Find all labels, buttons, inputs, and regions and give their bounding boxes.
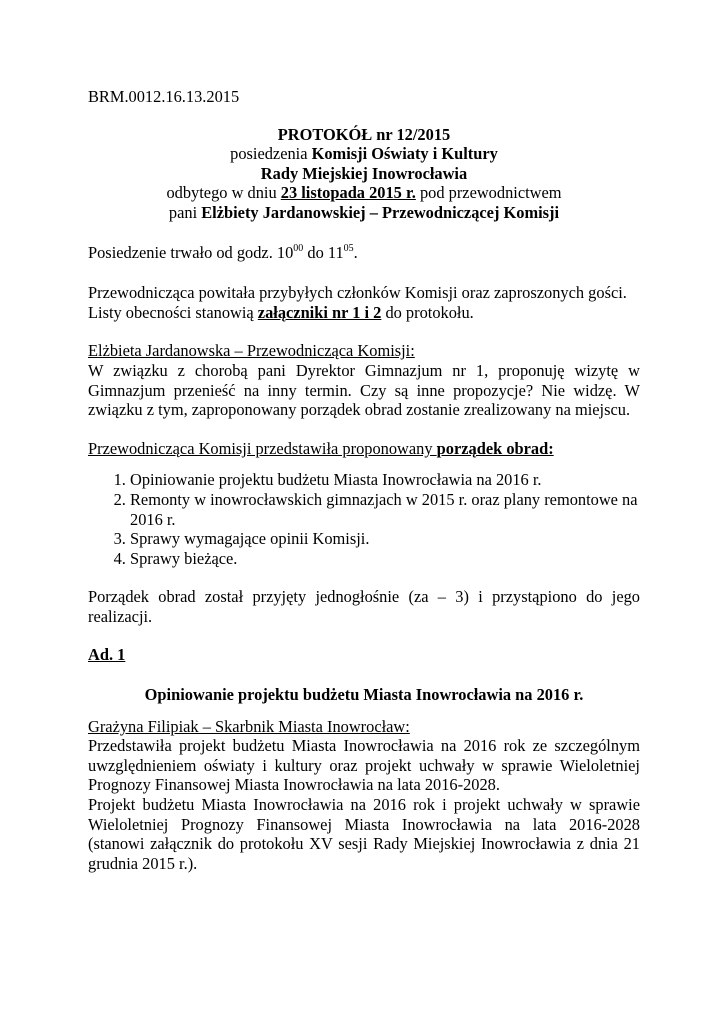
section-title: Opiniowanie projektu budżetu Miasta Inowrocławia na 2016 r.	[144, 685, 584, 705]
treasurer-paragraph-2: Projekt budżetu Miasta Inowrocławia na 2016 rok i projekt uchwały w sprawie Wieloletniej Prognozy Finansowej Miasta Inowrocławia na lata 2016-2028 (stanowi załącznik do protokołu XV sesji Rady Miejskiej Inowrocławia z dnia 21 grudnia 2015 r.).	[88, 795, 640, 873]
attendance-attachments: załączniki nr 1 i 2	[257, 302, 382, 322]
section-label: Ad. 1	[88, 645, 126, 665]
title-block	[88, 125, 640, 223]
chairperson-statement: W związku z chorobą pani Dyrektor Gimnazjum nr 1, proponuję wizytę w Gimnazjum przenieść na inny termin. Czy są inne propozycje? Nie widzę. W związku z tym, zaproponowany porządek obrad zostanie zrealizowany na miejscu.	[88, 360, 640, 420]
agenda-list	[88, 470, 640, 568]
attendance-prefix: Listy obecności stanowią	[88, 302, 258, 322]
welcome-text: Przewodnicząca powitała przybyłych członków Komisji oraz zaproszonych gości.	[88, 283, 627, 303]
document-page	[88, 87, 640, 873]
committee-name: Komisji Oświaty i Kultury	[311, 144, 498, 164]
title-line-2	[88, 144, 640, 164]
title-line-2-prefix: posiedzenia	[230, 144, 312, 164]
meeting-time-prefix: Posiedzenie trwało od godz. 10	[88, 242, 294, 262]
title-line-5	[88, 203, 640, 223]
title-line-4	[88, 183, 640, 203]
speaker-chairperson: Elżbieta Jardanowska – Przewodnicząca Komisji:	[88, 341, 415, 361]
agenda-item: 1. Opiniowanie projektu budżetu Miasta Inowrocławia na 2016 r.	[130, 470, 640, 490]
document-reference: BRM.0012.16.13.2015	[88, 87, 240, 106]
title-line-5-prefix: pani	[168, 202, 202, 222]
chairperson-name: Elżbiety Jardanowskiej – Przewodniczącej Komisji	[201, 202, 560, 222]
agenda-item: 4. Sprawy bieżące.	[130, 549, 640, 569]
title-line-4-suffix: pod przewodnictwem	[415, 183, 562, 203]
agenda-intro-bold: porządek obrad:	[436, 438, 554, 458]
meeting-start-minutes: 00	[293, 242, 304, 254]
meeting-end-minutes: 05	[343, 242, 354, 254]
treasurer-paragraph-1: Przedstawiła projekt budżetu Miasta Inowrocławia na 2016 rok ze szczególnym uwzględnieniem oświaty i kultury oraz projekt uchwały w sprawie Wieloletniej Prognozy Finansowej Miasta Inowrocławia na lata 2016-2028.	[88, 736, 640, 795]
speaker-treasurer: Grażyna Filipiak – Skarbnik Miasta Inowrocław:	[88, 716, 410, 736]
attendance-text	[88, 303, 640, 323]
title-line-4-prefix: odbytego w dniu	[166, 183, 281, 203]
agenda-accepted: Porządek obrad został przyjęty jednogłośnie (za – 3) i przystąpiono do jego realizacji.	[88, 587, 640, 626]
attendance-suffix: do protokołu.	[381, 302, 474, 322]
council-name: Rady Miejskiej Inowrocławia	[260, 163, 468, 183]
meeting-time-middle: do 11	[303, 242, 344, 262]
meeting-time-suffix: .	[353, 242, 358, 262]
meeting-time	[88, 243, 640, 263]
protocol-heading: PROTOKÓŁ nr 12/2015	[277, 124, 451, 144]
agenda-intro-prefix: Przewodnicząca Komisji przedstawiła proponowany	[88, 438, 437, 458]
agenda-intro	[88, 439, 640, 459]
agenda-item: 3. Sprawy wymagające opinii Komisji.	[130, 529, 640, 549]
agenda-item: 2. Remonty w inowrocławskich gimnazjach w 2015 r. oraz plany remontowe na 2016 r.	[130, 490, 640, 529]
meeting-date: 23 listopada 2015 r.	[280, 183, 416, 203]
